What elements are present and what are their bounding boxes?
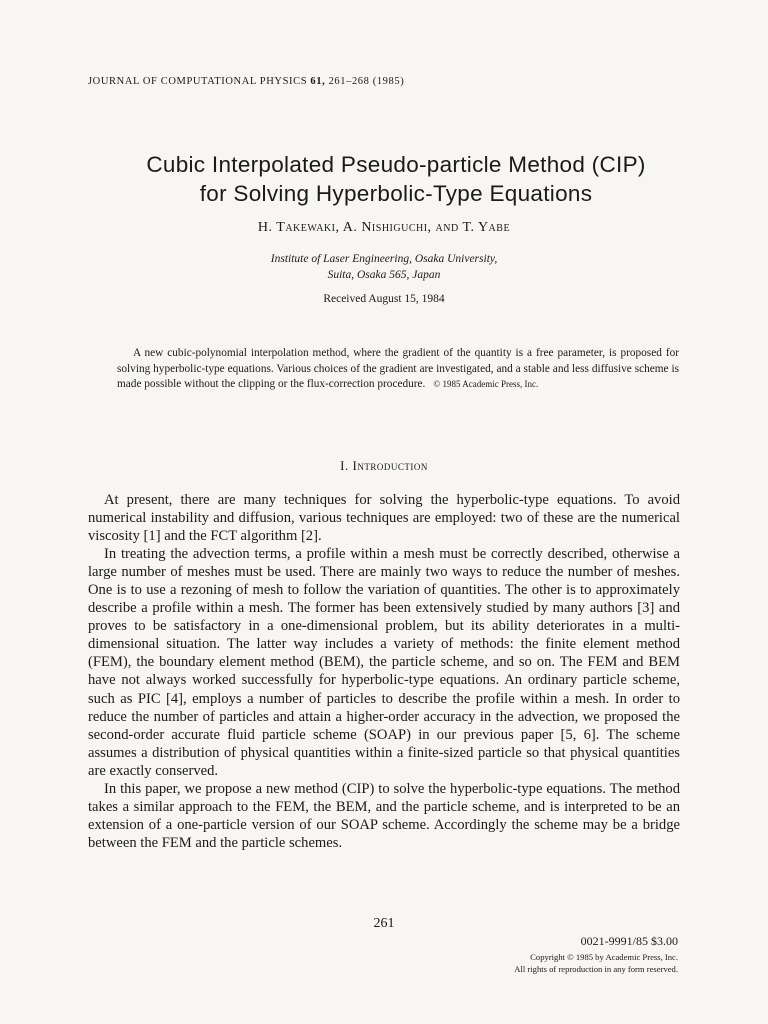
abstract-text: A new cubic-polynomial interpolation method, where the gradient of the quantity is a free parameter, is proposed for solving hyperbolic-type equations. Various choices of the gradient are investigated, and a stable and less diffusive scheme is made possible without the clipping or the flux-correction procedure. — [117, 347, 679, 391]
copyright-notice — [514, 951, 678, 975]
title-line-2: for Solving Hyperbolic-Type Equations — [199, 181, 593, 206]
abstract-copyright: © 1985 Academic Press, Inc. — [433, 379, 539, 390]
article-code: 0021-9991/85 $3.00 — [580, 934, 678, 948]
page-number: 261 — [373, 916, 395, 931]
paragraph: In this paper, we propose a new method (CIP) to solve the hyperbolic-type equations. The method takes a similar approach to the FEM, the BEM, and the particle scheme, and is interpreted to be an extension of a one-particle version of our SOAP scheme. Accordingly the scheme may be a bridge between the FEM and the particle schemes. — [88, 780, 680, 851]
affiliation — [0, 251, 768, 283]
received-date: Received August 15, 1984 — [323, 293, 445, 305]
affiliation-line-2: Suita, Osaka 565, Japan — [327, 269, 441, 281]
copyright-line-2: All rights of reproduction in any form reserved. — [514, 964, 678, 974]
journal-name: JOURNAL OF COMPUTATIONAL PHYSICS — [88, 76, 308, 87]
journal-volume: 61, — [310, 76, 326, 87]
journal-header — [88, 76, 404, 87]
abstract-paragraph — [117, 346, 679, 393]
abstract — [117, 346, 679, 393]
copyright-line-1: Copyright © 1985 by Academic Press, Inc. — [530, 952, 678, 962]
affiliation-line-1: Institute of Laser Engineering, Osaka University, — [270, 253, 498, 265]
paper-title — [0, 150, 768, 208]
title-line-1: Cubic Interpolated Pseudo-particle Method (CIP) — [146, 152, 646, 177]
journal-pages-year: 261–268 (1985) — [328, 76, 405, 87]
paragraph: In treating the advection terms, a profile within a mesh must be correctly described, otherwise a large number of meshes must be used. There are mainly two ways to reduce the number of meshes. One is to use a rezoning of mesh to follow the variation of quantities. The other is to approximately describe a profile within a mesh. The former has been extensively studied by many authors [3] and proves to be satisfactory in a one-dimensional problem, but its ability deteriorates in a multi-dimensional situation. The latter way includes a variety of methods: the finite element method (FEM), the boundary element method (BEM), the particle scheme, and so on. The FEM and BEM have not always worked successfully for hyperbolic-type equations. An ordinary particle scheme, such as PIC [4], employs a number of particles to describe the profile within a mesh. In order to reduce the number of particles and attain a higher-order accuracy in the advection, we proposed the second-order accurate fluid particle scheme (SOAP) in our previous paper [5, 6]. The scheme assumes a distribution of physical quantities within a finite-sized particle so that physical quantities are exactly conserved. — [88, 546, 680, 779]
paragraph: At present, there are many techniques for solving the hyperbolic-type equations. To avoid numerical instability and diffusion, various techniques are employed: two of these are the numerical viscosity [1] and the FCT algorithm [2]. — [88, 492, 680, 545]
section-heading: I. Introduction — [340, 458, 428, 473]
body-text — [88, 491, 680, 852]
author-list: H. Takewaki, A. Nishiguchi, and T. Yabe — [257, 220, 511, 235]
